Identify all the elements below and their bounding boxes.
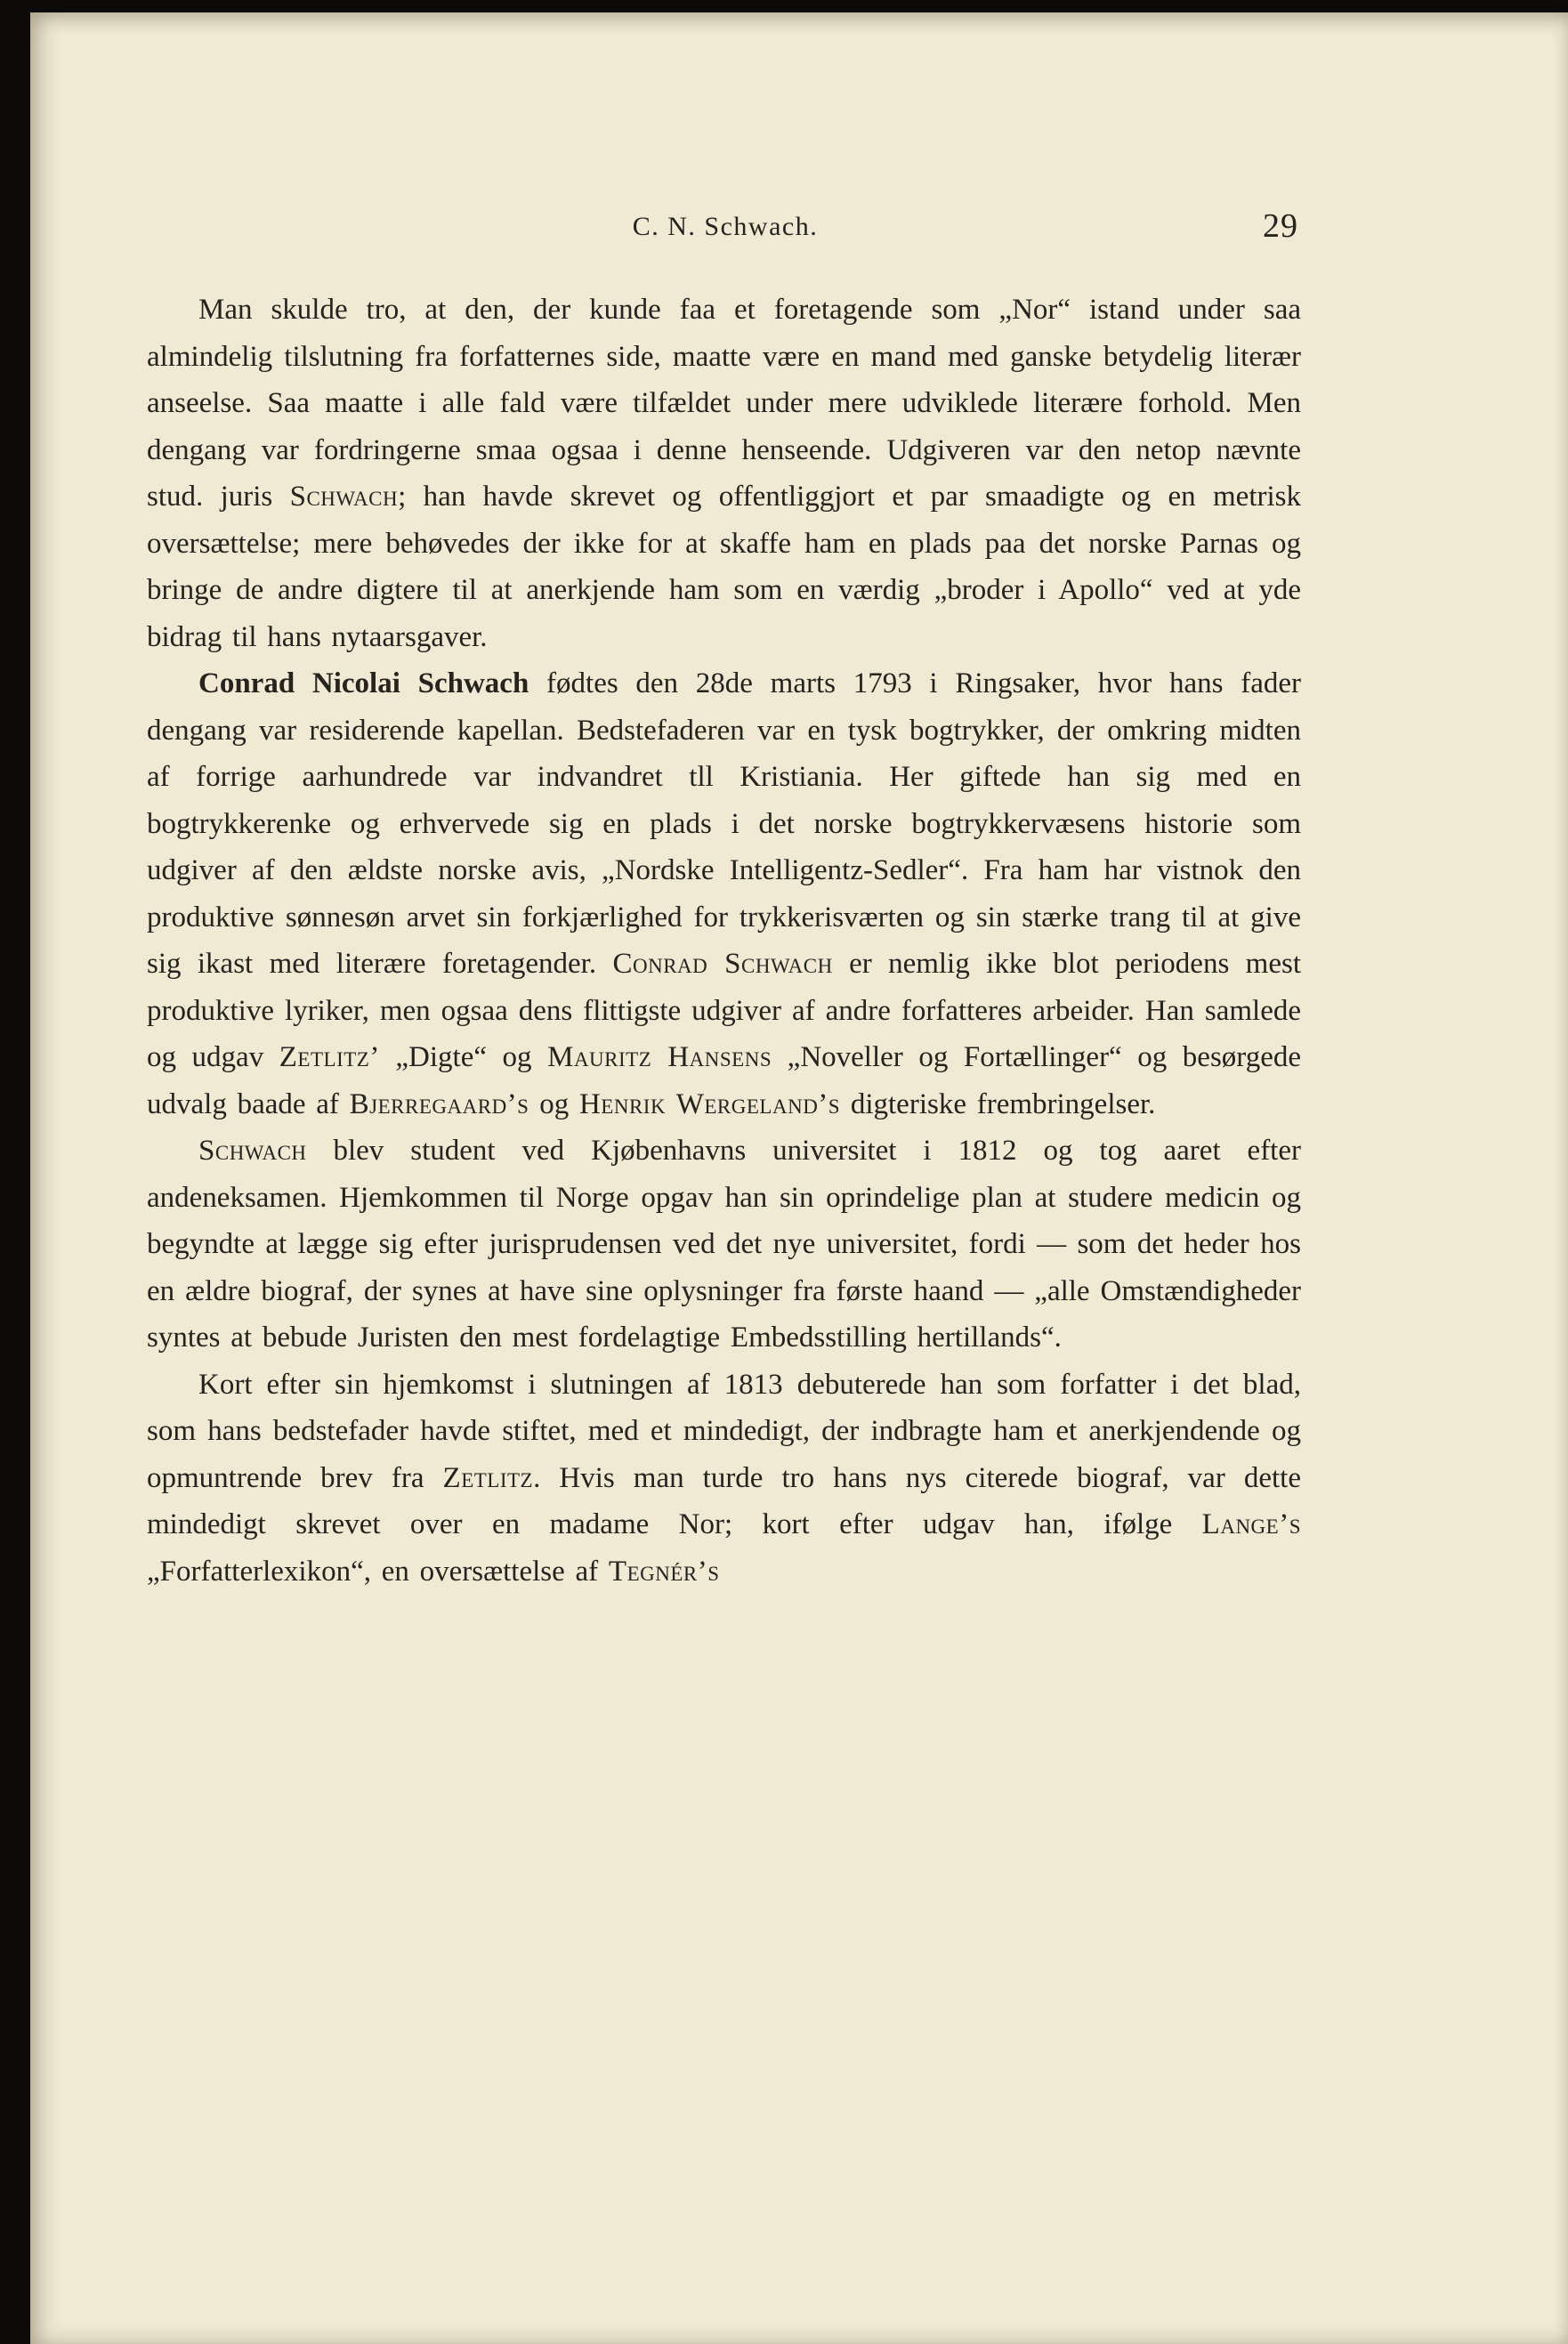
text-segment-normal: . Hvis man turde tro hans nys citerede biograf, var dette mindedigt skrevet over en madame Nor; kort efter udgav han, ifølge: [147, 1461, 1301, 1540]
text-segment-smallcaps: Henrik Wergeland’s: [578, 1087, 841, 1120]
text-segment-smallcaps: Bjerregaard’s: [349, 1087, 529, 1120]
text-segment-smallcaps: Tegnér’s: [608, 1555, 720, 1588]
text-segment-smallcaps: Schwach: [198, 1135, 307, 1167]
body-text: [147, 287, 1301, 1595]
text-segment-smallcaps: Schwach: [289, 481, 399, 513]
text-segment-normal: fødtes den 28de marts 1793 i Ringsaker, hvor hans fader dengang var residerende kapellan. Bedstefaderen var en tysk bogtrykker, der omkring midten af forrige aarhundrede var indvandret tll Kristiania. Her giftede han sig med en bogtrykkerenke og erhvervede sig en plads i det norske bogtrykkervæsens historie som udgiver af den ældste norske avis, „Nordske Intelligentz-Sedler“. Fra ham har vistnok den produktive sønnesøn arvet sin forkjærlighed for trykkerisværten og sin stærke trang til at give sig ikast med literære foretagender.: [147, 667, 1301, 980]
text-segment-normal: digteriske frembringelser.: [840, 1087, 1156, 1120]
paragraph: [147, 1128, 1301, 1362]
text-segment-smallcaps: Lange’s: [1201, 1508, 1301, 1540]
text-segment-bold: Conrad Nicolai Schwach: [198, 667, 529, 699]
text-segment-normal: og: [529, 1087, 579, 1120]
text-segment-normal: er nemlig ikke blot periodens mest produktive lyriker, men ogsaa dens flittigste udgiver af andre forfatteres arbeider. Han samlede og udgav: [147, 948, 1301, 1073]
paragraph: [147, 1362, 1301, 1596]
page-number: 29: [1263, 207, 1298, 245]
text-segment-normal: blev student ved Kjøbenhavns universitet i 1812 og tog aaret efter andeneksamen. Hjemkommen til Norge opgav han sin oprindelige plan at studere medicin og begyndte at lægge sig efter jurisprudensen ved det nye universitet, fordi — som det heder hos en ældre biograf, der synes at have sine oplysninger fra første haand — „alle Omstændigheder syntes at bebude Juristen den mest fordelagtige Embedsstilling hertillands“.: [147, 1135, 1301, 1354]
text-segment-normal: „Digte“ og: [379, 1041, 548, 1073]
text-segment-normal: ; han havde skrevet og offentliggjort et par smaadigte og en metrisk oversættelse; mere behøvedes der ikke for at skaffe ham en plads paa det norske Parnas og bringe de andre digtere til at anerkjende ham som en værdig „broder i Apollo“ ved at yde bidrag til hans nytaarsgaver.: [147, 481, 1301, 653]
paragraph: [147, 287, 1301, 660]
text-segment-normal: Kort efter sin hjemkomst i slutningen af 1813 debuterede han som forfatter i det blad, som hans bedstefader havde stiftet, med et mindedigt, der indbragte ham et anerkjendende og opmuntrende brev fra: [147, 1368, 1301, 1494]
text-segment-normal: Man skulde tro, at den, der kunde faa et foretagende som „Nor“ istand under saa almindelig tilslutning fra forfatternes side, maatte være en mand med ganske betydelig literær anseelse. Saa maatte i alle fald være tilfældet under mere udviklede literære forhold. Men dengang var fordringerne smaa ogsaa i denne henseende. Udgiveren var den netop nævnte stud. juris: [147, 294, 1301, 513]
running-title: C. N. Schwach.: [632, 212, 819, 241]
text-segment-smallcaps: Zetlitz: [442, 1461, 534, 1494]
paragraph: [147, 660, 1301, 1128]
text-segment-smallcaps: Mauritz Hansens: [547, 1041, 772, 1073]
text-segment-normal: „Forfatterlexikon“, en oversættelse af: [147, 1555, 609, 1588]
page-header: [147, 207, 1304, 245]
text-segment-normal: „Noveller og Fortællinger“ og besørgede udvalg baade af: [147, 1041, 1301, 1120]
text-segment-smallcaps: Zetlitz’: [279, 1041, 380, 1073]
text-segment-smallcaps: Conrad Schwach: [612, 948, 833, 980]
